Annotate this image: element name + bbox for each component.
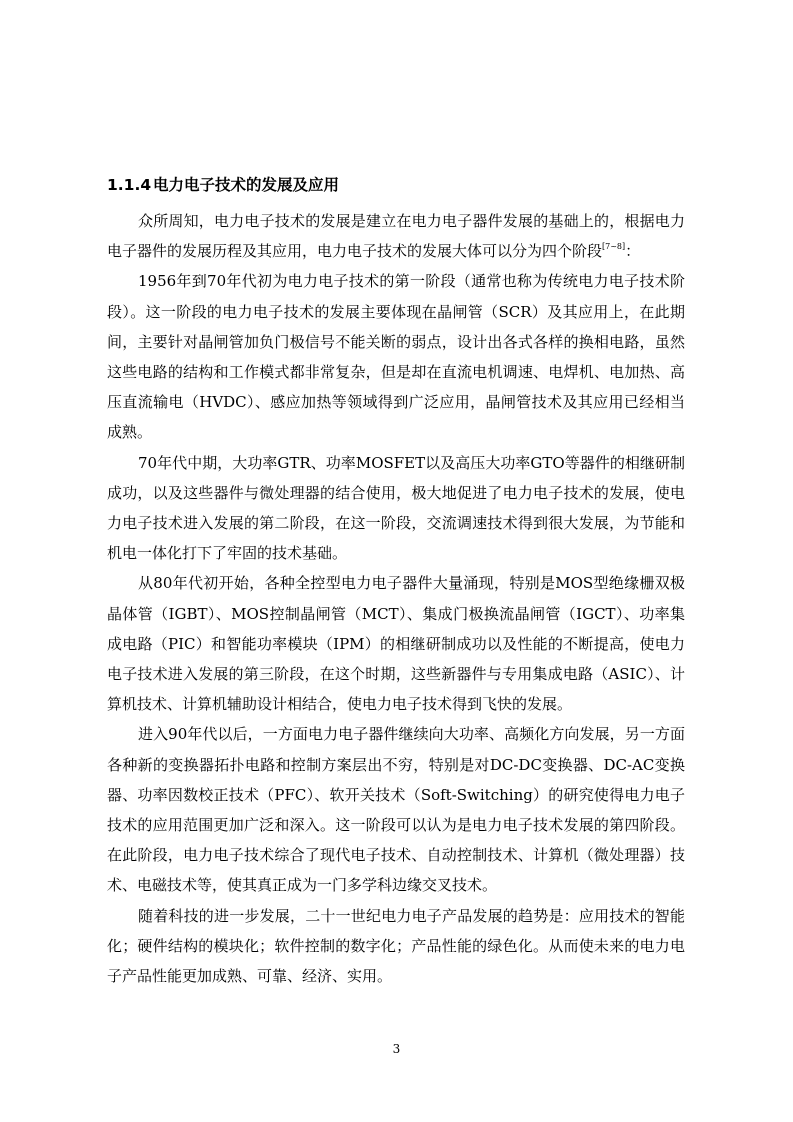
paragraph-trend: 随着科技的进一步发展，二十一世纪电力电子产品发展的趋势是：应用技术的智能化；硬件结构的模块化；软件控制的数字化；产品性能的绿色化。从而使未来的电力电子产品性能更加成熟、可靠、经济、实用。 (107, 906, 685, 986)
paragraph-stage-one: 1956年到70年代初为电力电子技术的第一阶段（通常也称为传统电力电子技术阶段）。这一阶段的电力电子技术的发展主要体现在晶闸管（SCR）及其应用上，在此期间，主要针对晶闸管加负门极信号不能关断的弱点，设计出各式各样的换相电路，虽然这些电路的结构和工作模式都非常复杂，但是却在直流电机调速、电焊机、电加热、高压直流输电（HVDC）、感应加热等领域得到广泛应用，晶闸管技术及其应用已经相当成熟。 (107, 272, 685, 442)
section-heading (107, 174, 339, 196)
section-title: 电力电子技术的发展及应用 (153, 176, 340, 194)
citation-reference: [7~8] (602, 242, 626, 252)
paragraph-stage-four: 进入90年代以后，一方面电力电子器件继续向大功率、高频化方向发展，另一方面各种新的变换器拓扑电路和控制方案层出不穷，特别是对DC-DC变换器、DC-AC变换器、功率因数校正技术（PFC）、软开关技术（Soft-Switching）的研究使得电力电子技术的应用范围更加广泛和深入。这一阶段可以认为是电力电子技术发展的第四阶段。在此阶段，电力电子技术综合了现代电子技术、自动控制技术、计算机（微处理器）技术、电磁技术等，使其真正成为一门多学科边缘交叉技术。 (107, 725, 685, 895)
paragraph-stage-three: 从80年代初开始，各种全控型电力电子器件大量涌现，特别是MOS型绝缘栅双极晶体管（IGBT）、MOS控制晶闸管（MCT）、集成门极换流晶闸管（IGCT）、功率集成电路（PIC）和智能功率模块（IPM）的相继研制成功以及性能的不断提高，使电力电子技术进入发展的第三阶段，在这个时期，这些新器件与专用集成电路（ASIC）、计算机技术、计算机辅助设计相结合，使电力电子技术得到飞快的发展。 (107, 574, 685, 714)
section-number: 1.1.4 (107, 176, 152, 194)
paragraph-intro-tail: ： (625, 242, 641, 261)
page-number: 3 (392, 1042, 401, 1056)
paragraph-intro (107, 206, 685, 266)
body-text (107, 206, 685, 991)
paragraph-stage-two: 70年代中期，大功率GTR、功率MOSFET以及高压大功率GTO等器件的相继研制成功，以及这些器件与微处理器的结合使用，极大地促进了电力电子技术的发展，使电力电子技术进入发展的第二阶段，在这一阶段，交流调速技术得到很大发展，为节能和机电一体化打下了牢固的技术基础。 (107, 453, 685, 563)
paragraph-intro-text: 众所周知，电力电子技术的发展是建立在电力电子器件发展的基础上的，根据电力电子器件的发展历程及其应用，电力电子技术的发展大体可以分为四个阶段 (107, 212, 685, 261)
